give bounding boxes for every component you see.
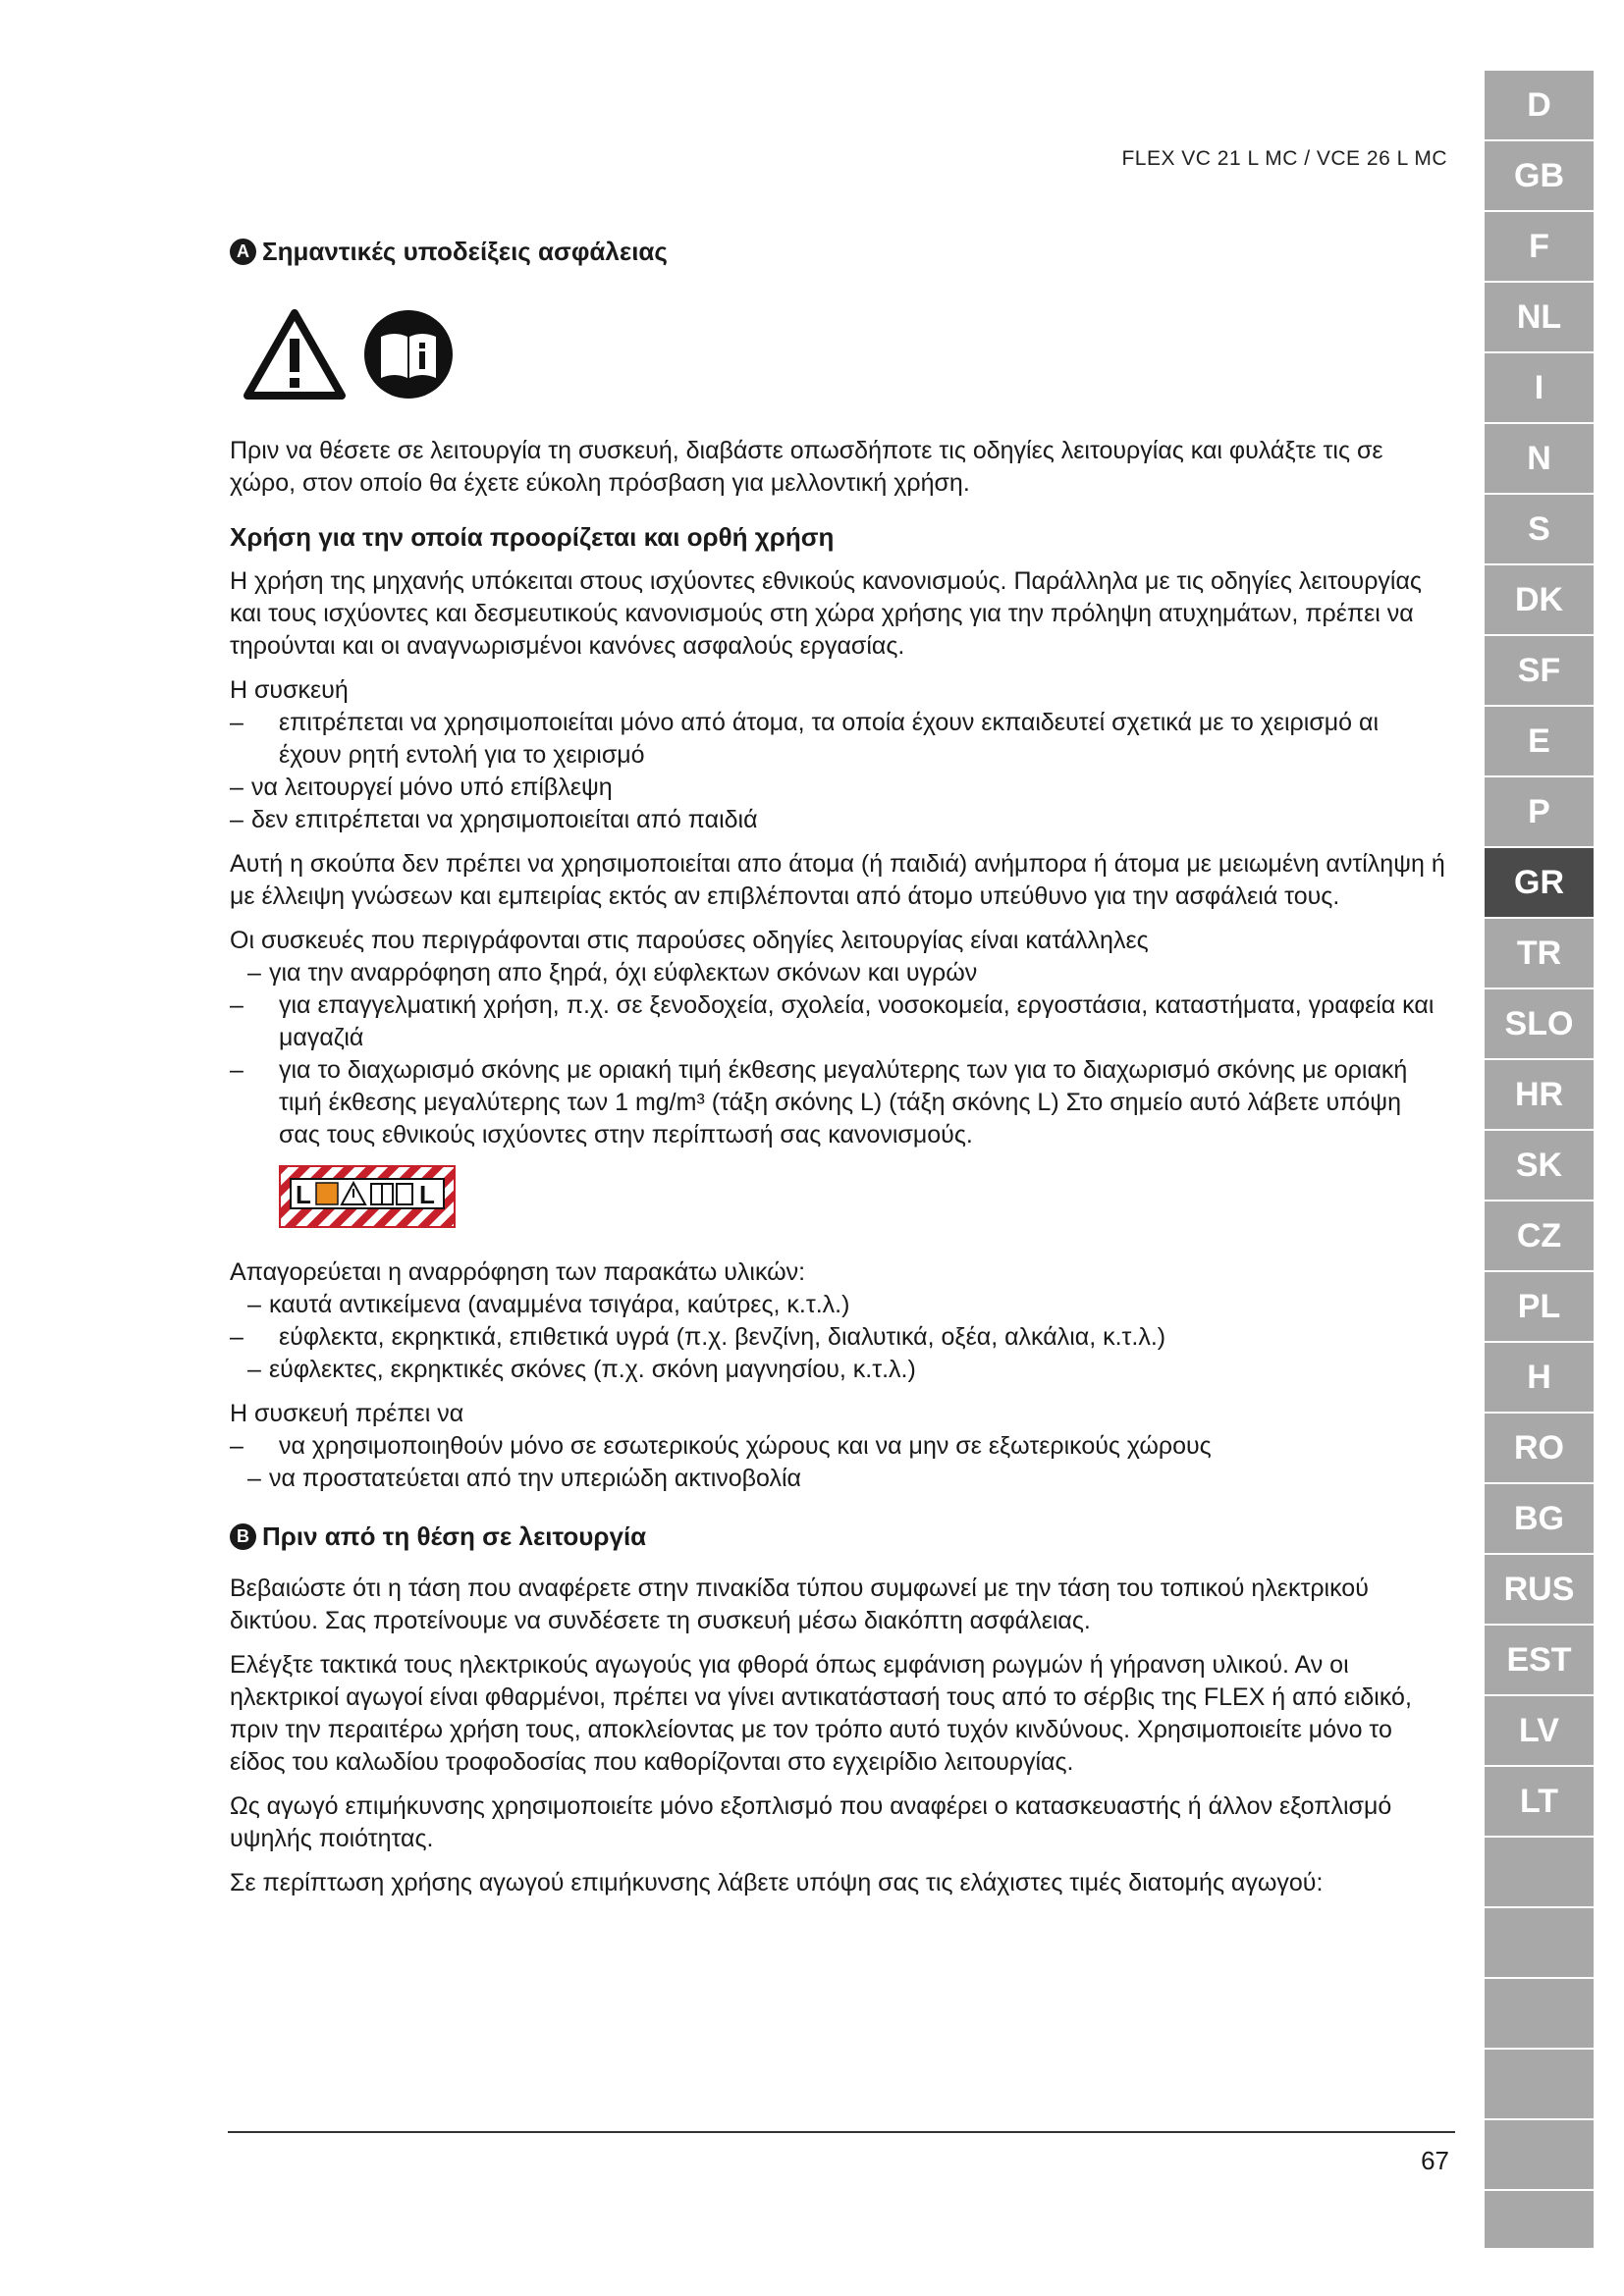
language-tab-tr[interactable]: TR [1485,919,1594,989]
cable-inspection-paragraph: Ελέγξτε τακτικά τους ηλεκτρικούς αγωγούς για φθορά όπως εμφάνιση ρωγμών ή γήρανση υλικού. Αν οι ηλεκτρικοί αγωγοί είναι φθαρμένοι, πρέπει να γίνει αντικατάστασή τους από το σέρβις της FLEX ή από ειδικό, πριν την περαιτέρω χρήση τους, αποκλείοντας με τον τρόπο αυτό τυχόν κινδύνους. Χρησιμοποιείτε μόνο το είδος του καλωδίου τροφοδοσίας που καθορίζονται στο εγχειρίδιο λειτουργίας. [230,1651,1412,1776]
list-item: – να προστατεύεται από την υπεριώδη ακτινοβολία [247,1465,801,1492]
list-item: – να λειτουργεί μόνο υπό επίβλεψη [230,774,613,801]
warning-triangle-icon [244,309,346,400]
list-item: – για την αναρρόφηση απο ξηρά, όχι εύφλεκτων σκόνων και υγρών [247,959,978,987]
section-b-heading [230,1521,1447,1553]
language-tab-p[interactable]: P [1485,777,1594,848]
footer-divider [228,2131,1455,2133]
language-tab-sf[interactable]: SF [1485,636,1594,707]
regulations-paragraph: Η χρήση της μηχανής υπόκειται στους ισχύοντες εθνικούς κανονισμούς. Παράλληλα με τις οδηγίες λειτουργίας και τους ισχύοντες και δεσμευτικούς κανονισμούς στη χώρα χρήσης για την πρόληψη ατυχημάτων, πρέπει να τηρούνται και οι αναγνωρισμένοι κανόνες ασφαλούς εργασίας. [230,567,1422,660]
list-item: – να χρησιμοποιηθούν μόνο σε εσωτερικούς χώρους και να μην σε εξωτερικούς χώρους [230,1432,1212,1460]
language-tab-hr[interactable]: HR [1485,1060,1594,1131]
language-tab-est[interactable]: EST [1485,1626,1594,1696]
language-tab-dk[interactable]: DK [1485,565,1594,636]
section-a-heading [230,236,1447,268]
language-tab-ro[interactable]: RO [1485,1414,1594,1484]
language-tab-empty [1485,2120,1594,2191]
list-item: – για το διαχωρισμό σκόνης με οριακή τιμή έκθεσης μεγαλύτερης των για το διαχωρισμό σκόνης με οριακή τιμή έκθεσης μεγαλύτερης των 1 mg/m³ (τάξη σκόνης L) (τάξη σκόνης L) Στο σημείο αυτό λάβετε υπόψη σας τους εθνικούς ισχύοντες στην περίπτωσή σας κανονισμούς. [230,1056,1408,1148]
must-intro: Η συσκευή πρέπει να [230,1400,464,1427]
forbidden-intro: Απαγορεύεται η αναρρόφηση των παρακάτω υλικών: [230,1258,806,1286]
must-list [230,1430,1447,1495]
language-tab-empty [1485,1979,1594,2050]
intended-use-heading: Χρήση για την οποία προορίζεται και ορθή χρήση [230,522,835,552]
intro-paragraph: Πριν να θέσετε σε λειτουργία τη συσκευή, διαβάστε οπωσδήποτε τις οδηγίες λειτουργίας και φυλάξτε τις σε χώρο, στον οποίο θα έχετε εύκολη πρόσβαση για μελλοντική χρήση. [230,437,1383,497]
language-tab-lv[interactable]: LV [1485,1696,1594,1767]
extension-equipment-paragraph: Ως αγωγό επιμήκυνσης χρησιμοποιείτε μόνο εξοπλισμό που αναφέρει ο κατασκευαστής ή άλλον εξοπλισμό υψηλής ποιότητας. [230,1792,1392,1852]
language-tab-pl[interactable]: PL [1485,1272,1594,1343]
list-item: – για επαγγελματική χρήση, π.χ. σε ξενοδοχεία, σχολεία, νοσοκομεία, εργοστάσια, καταστήματα, γραφεία και μαγαζιά [230,991,1435,1051]
language-tab-i[interactable]: I [1485,353,1594,424]
language-tab-empty [1485,1838,1594,1908]
language-tab-cz[interactable]: CZ [1485,1201,1594,1272]
language-tab-empty [1485,1908,1594,1979]
voltage-paragraph: Βεβαιώστε ότι η τάση που αναφέρετε στην πινακίδα τύπου συμφωνεί με την τάση του τοπικού ηλεκτρικού δικτύου. Σας προτείνουμε να συνδέσετε τη συσκευή μέσω διακόπτη ασφάλειας. [230,1575,1369,1634]
language-tab-h[interactable]: H [1485,1343,1594,1414]
svg-text:L: L [419,1180,435,1209]
dust-class-l-label-icon [279,1165,1447,1237]
language-tab-sk[interactable]: SK [1485,1131,1594,1201]
device-list [230,707,1447,836]
device-intro: Η συσκευή [230,676,349,704]
language-tab-slo[interactable]: SLO [1485,989,1594,1060]
list-item: – δεν επιτρέπεται να χρησιμοποιείται από παιδιά [230,806,758,833]
language-tab-gr[interactable]: GR [1485,848,1594,919]
language-tab-f[interactable]: F [1485,212,1594,283]
list-item: – επιτρέπεται να χρησιμοποιείται μόνο από άτομα, τα οποία έχουν εκπαιδευτεί σχετικά με το χειρισμό αι έχουν ρητή εντολή για το χειρισμό [230,709,1380,769]
language-tab-gb[interactable]: GB [1485,141,1594,212]
safety-icons-row [244,307,1447,401]
list-item: – εύφλεκτες, εκρηκτικές σκόνες (π.χ. σκόνη μαγνησίου, κ.τ.λ.) [247,1356,916,1383]
read-manual-icon [363,309,454,400]
section-b-badge: B [230,1523,256,1550]
language-tab-e[interactable]: E [1485,707,1594,777]
document-model-header: FLEX VC 21 L MC / VCE 26 L MC [1121,147,1447,170]
section-a-badge: A [230,239,256,265]
supervision-paragraph: Αυτή η σκούπα δεν πρέπει να χρησιμοποιείται απο άτομα (ή παιδιά) ανήμπορα ή άτομα με μειωμένη αντίληψη ή με έλλειψη γνώσεων και εμπειρίας εκτός αν επιβλέπονται από άτομο υπεύθυνο για την ασφάλειά τους. [230,850,1445,910]
page-number: 67 [1421,2146,1449,2175]
language-tab-rus[interactable]: RUS [1485,1555,1594,1626]
list-item: – εύφλεκτα, εκρηκτικά, επιθετικά υγρά (π.χ. βενζίνη, διαλυτικά, οξέα, αλκάλια, κ.τ.λ.) [230,1323,1166,1351]
language-tab-n[interactable]: N [1485,424,1594,495]
suitable-intro: Οι συσκευές που περιγράφονται στις παρούσες οδηγίες λειτουργίας είναι κατάλληλες [230,927,1149,954]
suitable-list [230,957,1447,1151]
extension-cross-section-paragraph: Σε περίπτωση χρήσης αγωγού επιμήκυνσης λάβετε υπόψη σας τις ελάχιστες τιμές διατομής αγωγού: [230,1869,1324,1896]
list-item: – καυτά αντικείμενα (αναμμένα τσιγάρα, καύτρες, κ.τ.λ.) [247,1291,850,1318]
section-a-title: Σημαντικές υποδείξεις ασφάλειας [262,237,668,266]
language-tab-empty [1485,2050,1594,2120]
language-tab-s[interactable]: S [1485,495,1594,565]
language-tab-bar [1485,71,1594,2248]
svg-text:L: L [296,1180,311,1209]
forbidden-list [230,1289,1447,1386]
language-tab-lt[interactable]: LT [1485,1767,1594,1838]
main-content [230,236,1447,1899]
section-b-title: Πριν από τη θέση σε λειτουργία [262,1522,647,1551]
language-tab-nl[interactable]: NL [1485,283,1594,353]
language-tab-bg[interactable]: BG [1485,1484,1594,1555]
language-tab-d[interactable]: D [1485,71,1594,141]
